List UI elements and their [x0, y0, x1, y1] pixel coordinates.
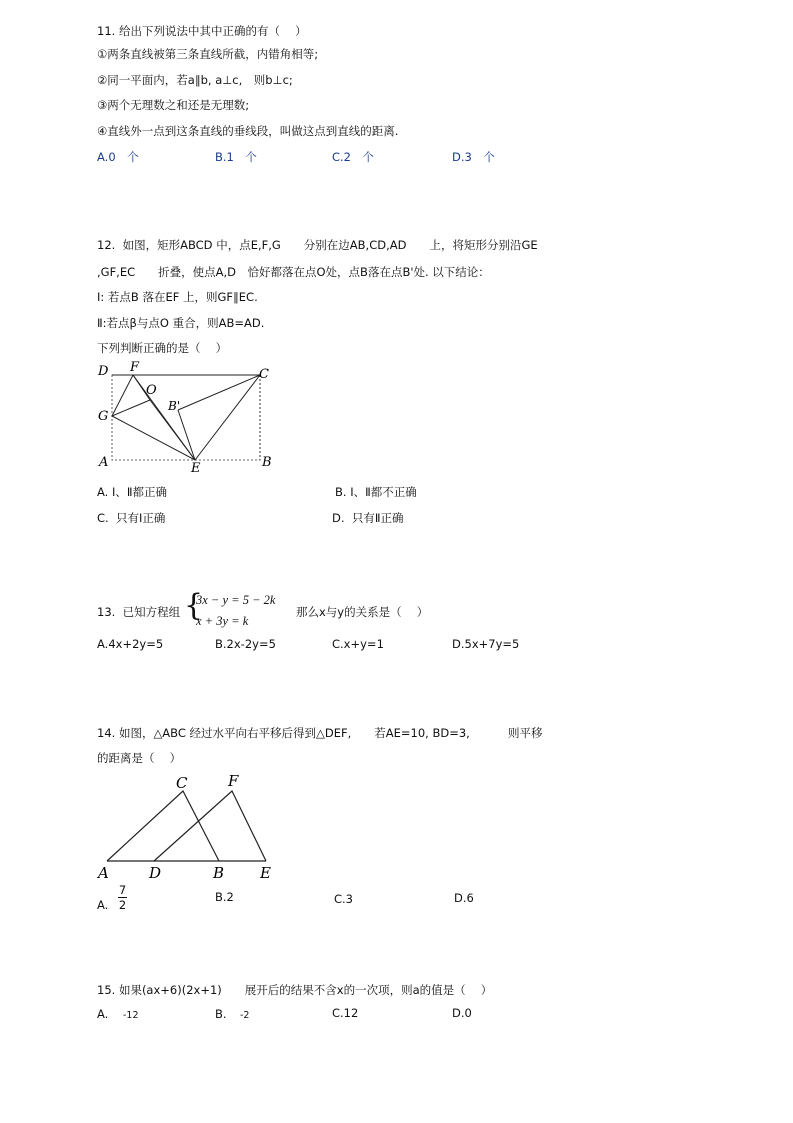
q11-option-b[interactable]: B.1 个: [215, 150, 257, 164]
q13-equation-2: x + 3y = k: [196, 614, 249, 628]
q11-item-3: ③两个无理数之和还是无理数;: [97, 98, 250, 112]
q14-label-c: C: [176, 774, 188, 792]
q15-option-b-prefix[interactable]: B.: [215, 1007, 227, 1021]
q11-option-a[interactable]: A.0 个: [97, 150, 139, 164]
q12-option-b[interactable]: B. Ⅰ、Ⅱ都不正确: [335, 485, 417, 499]
q12-question: 下列判断正确的是（ ）: [97, 341, 228, 355]
q15-option-d[interactable]: D.0: [452, 1006, 472, 1020]
q14-label-a: A: [98, 864, 109, 882]
q11-option-c[interactable]: C.2 个: [332, 150, 375, 164]
q12-label-d: D: [98, 364, 109, 379]
q14-line-1: 14. 如图，△ABC 经过水平向右平移后得到△DEF, 若AE=10, BD=3, 则平移: [97, 726, 543, 740]
q12-label-b: B: [262, 455, 272, 470]
q12-label-c: C: [259, 367, 269, 382]
q14-label-b: B: [213, 864, 225, 882]
q14-option-a-fraction[interactable]: [118, 884, 127, 911]
q14-option-c[interactable]: C.3: [334, 892, 354, 906]
q12-conclusion-1: Ⅰ: 若点B 落在EF 上，则GF∥EC.: [97, 290, 258, 304]
q11-item-2: ②同一平面内，若a∥b, a⊥c, 则b⊥c;: [97, 73, 293, 87]
q15-option-a-value[interactable]: -12: [123, 1010, 139, 1021]
q14-option-b[interactable]: B.2: [215, 890, 234, 904]
q14-label-e: E: [260, 864, 271, 882]
q13-equation-1: 3x − y = 5 − 2k: [196, 593, 276, 607]
q12-line-1: 12. 如图，矩形ABCD 中，点E,F,G 分别在边AB,CD,AD 上，将矩形分别沿GE: [97, 238, 538, 252]
q15-option-b-value[interactable]: -2: [240, 1010, 250, 1021]
q11-stem: 11. 给出下列说法中其中正确的有（ ）: [97, 24, 307, 38]
q14-option-a-numerator: 7: [118, 883, 127, 897]
q13-prefix: 13. 已知方程组: [97, 605, 181, 619]
q14-label-d: D: [149, 864, 162, 882]
q15-option-c[interactable]: C.12: [332, 1006, 359, 1020]
q15-option-a-prefix[interactable]: A.: [97, 1007, 109, 1021]
q12-line-2: ,GF,EC 折叠，使点A,D 恰好都落在点O处，点B落在点B'处. 以下结论：: [97, 265, 490, 279]
q12-conclusion-2: Ⅱ:若点β与点O 重合，则AB=AD.: [97, 316, 265, 330]
q12-label-a: A: [99, 455, 109, 470]
q12-label-e: E: [191, 461, 201, 476]
q13-brace: {: [184, 588, 204, 623]
q12-option-a[interactable]: A. Ⅰ、Ⅱ都正确: [97, 485, 168, 499]
q12-label-f: F: [130, 360, 140, 375]
q14-label-f: F: [228, 772, 239, 790]
q15-stem: 15. 如果(ax+6)(2x+1) 展开后的结果不含x的一次项，则a的值是（ ）: [97, 983, 493, 997]
q13-option-c[interactable]: C.x+y=1: [332, 637, 384, 651]
q12-label-b-prime: B': [168, 399, 181, 413]
q11-item-4: ④直线外一点到这条直线的垂线段，叫做这点到直线的距离.: [97, 124, 399, 138]
q12-label-g: G: [98, 409, 109, 424]
q14-line-2: 的距离是（ ）: [97, 751, 182, 765]
q13-option-d[interactable]: D.5x+7y=5: [452, 637, 520, 651]
q11-option-d[interactable]: D.3 个: [452, 150, 495, 164]
q12-label-o: O: [146, 383, 157, 398]
q12-option-d[interactable]: D. 只有Ⅱ正确: [332, 511, 404, 525]
q14-option-a-denominator: 2: [118, 898, 127, 912]
q14-option-d[interactable]: D.6: [454, 891, 474, 905]
q13-option-a[interactable]: A.4x+2y=5: [97, 637, 164, 651]
q11-item-1: ①两条直线被第三条直线所截，内错角相等;: [97, 47, 319, 61]
q12-option-c[interactable]: C. 只有Ⅰ正确: [97, 511, 166, 525]
q14-option-a-prefix[interactable]: A.: [97, 898, 109, 912]
q13-suffix: 那么x与y的关系是（ ）: [296, 605, 429, 619]
q13-option-b[interactable]: B.2x-2y=5: [215, 637, 276, 651]
